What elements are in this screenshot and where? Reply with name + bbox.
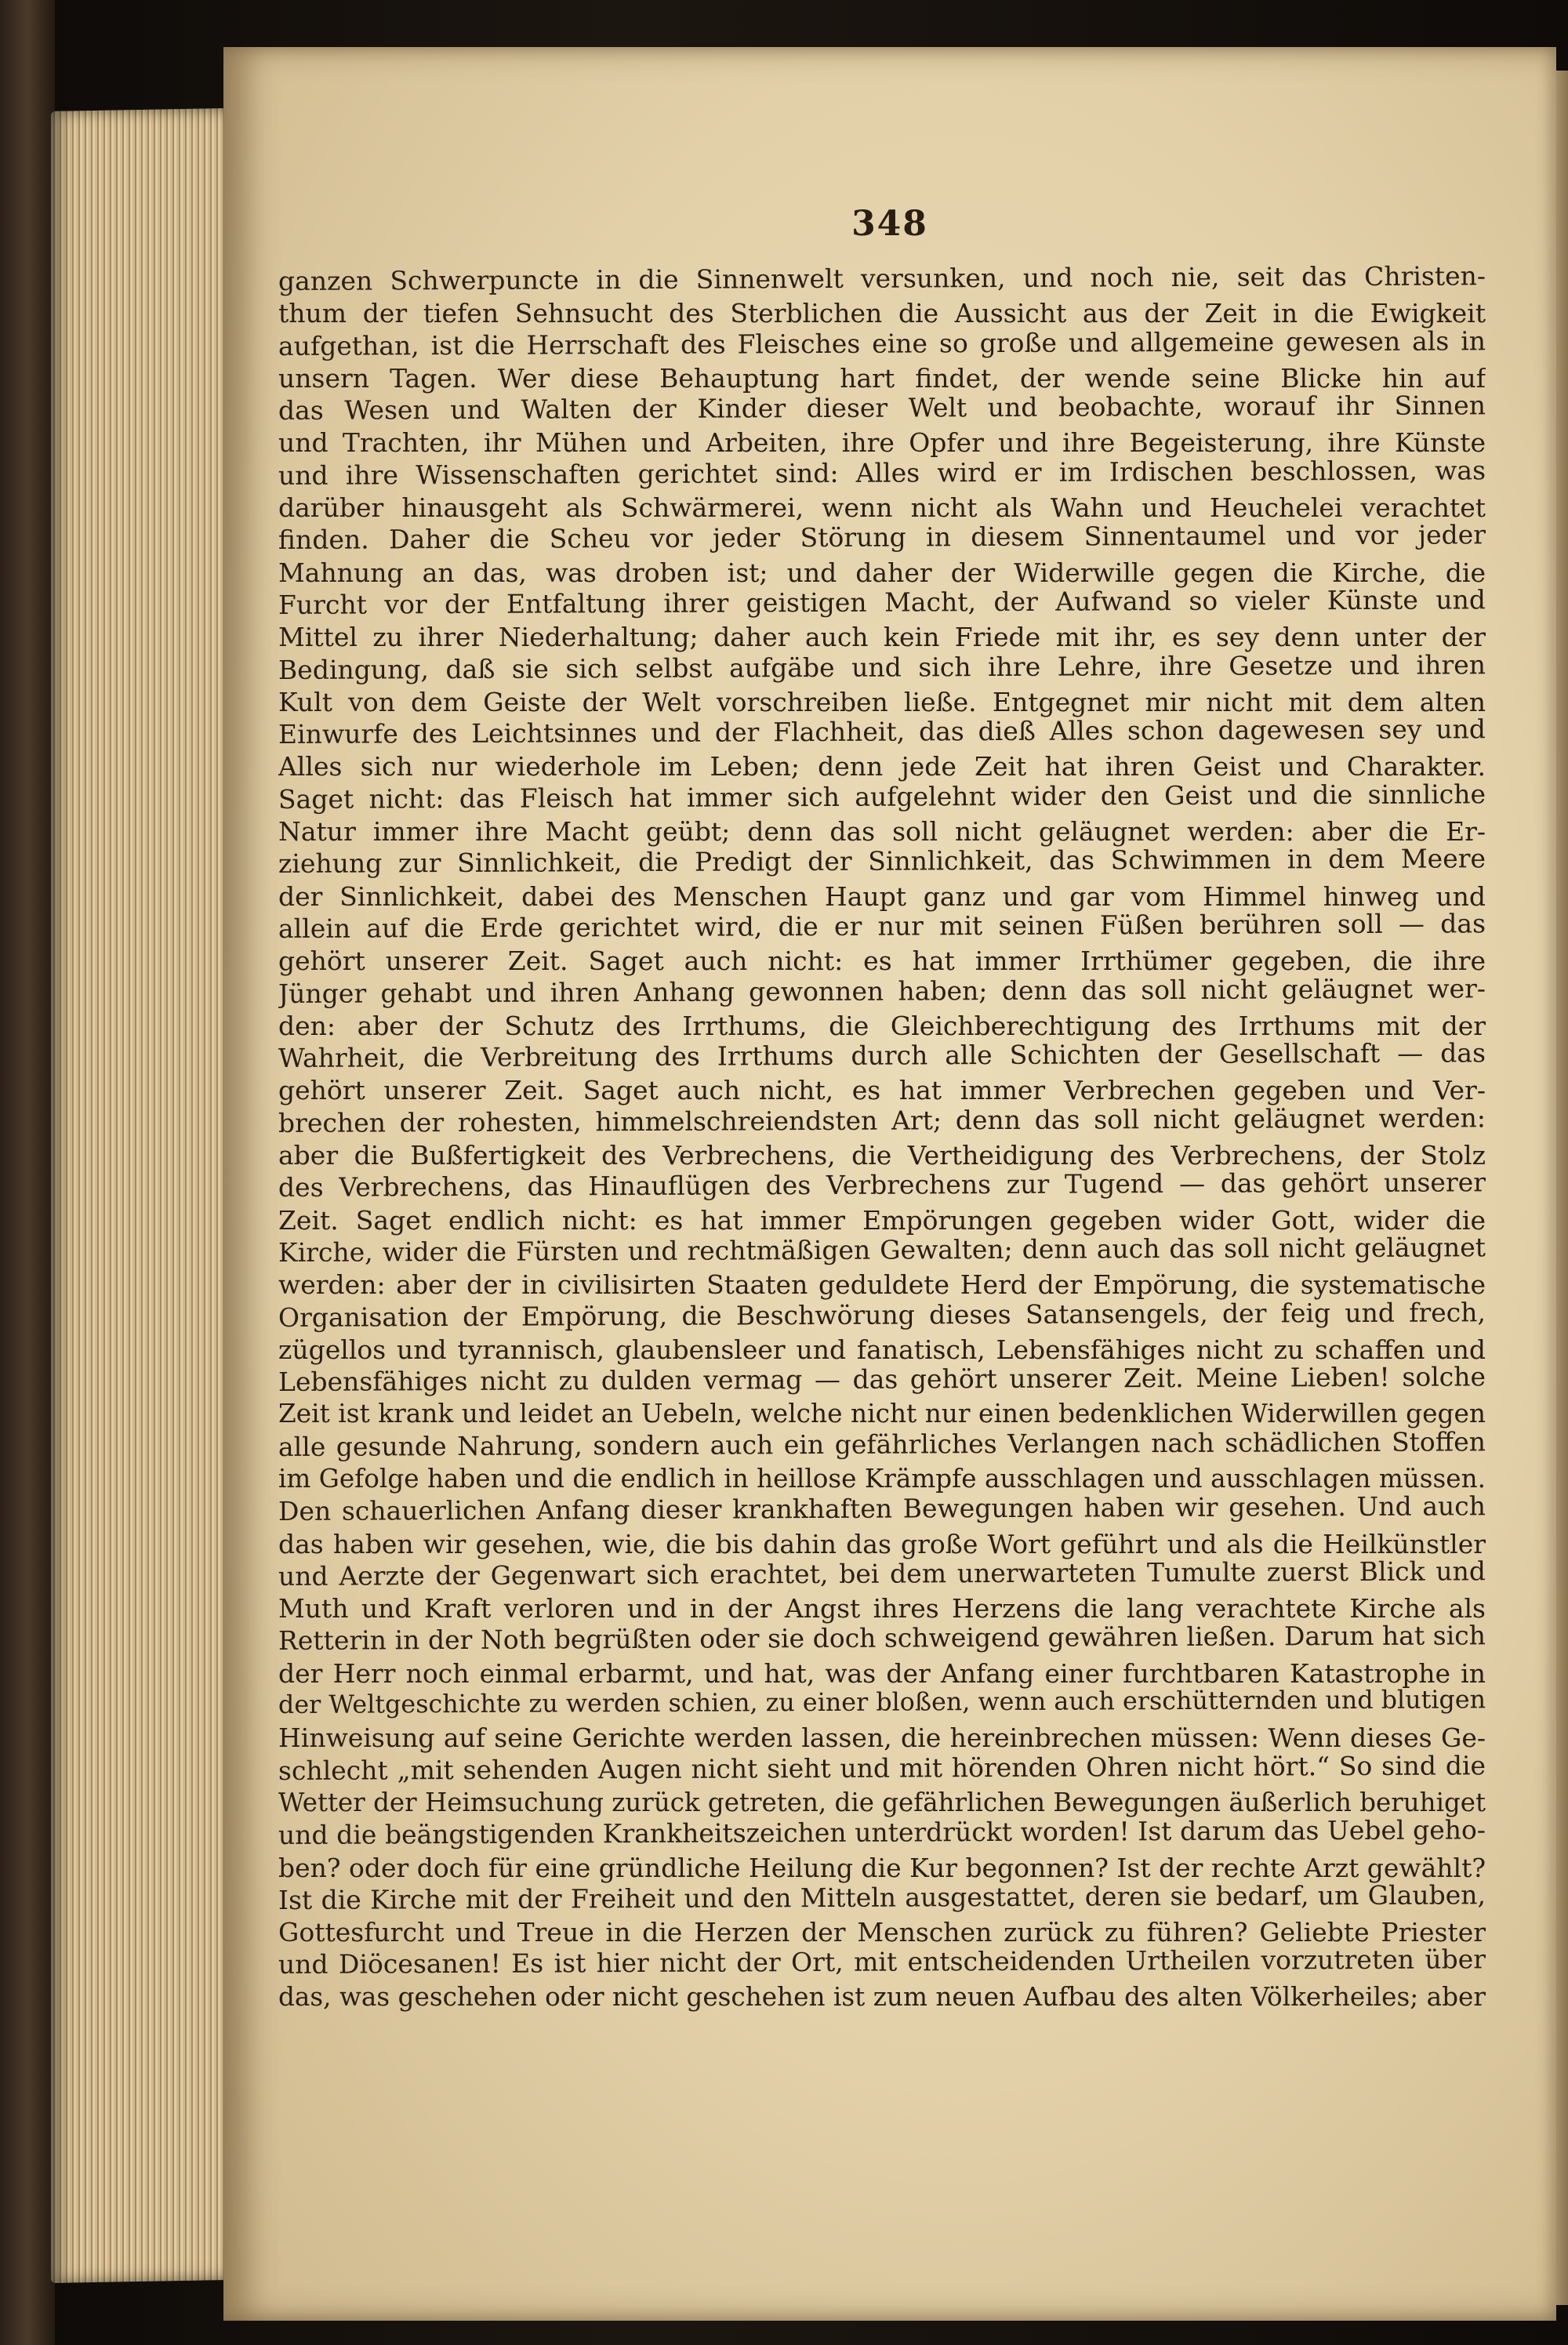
text-line: Wetter der Heimsuchung zurück getreten, die gefährlichen Bewegungen äußerlich beruhiget [278, 1787, 1486, 1817]
text-line: ziehung zur Sinnlichkeit, die Predigt der Sinnlichkeit, das Schwimmen in dem Meere [278, 843, 1486, 880]
text-line: Kirche, wider die Fürsten und rechtmäßigen Gewalten; denn auch das soll nicht geläugnet [278, 1232, 1486, 1268]
text-line: Wahrheit, die Verbreitung des Irrthums durch alle Schichten der Gesellschaft — das [278, 1037, 1486, 1074]
text-line: das Wesen und Walten der Kinder dieser Welt und beobachte, worauf ihr Sinnen [278, 390, 1486, 427]
text-line: das haben wir gesehen, wie, die bis dahin das große Wort geführt und als die Heilkünstler [278, 1528, 1486, 1559]
text-line: Natur immer ihre Macht geübt; denn das soll nicht geläugnet werden: aber die Er- [278, 816, 1486, 848]
text-line: und die beängstigenden Krankheitszeichen unterdrückt worden! Ist darum das Uebel geho- [278, 1814, 1486, 1851]
book-spine [0, 0, 55, 2345]
text-line: und Trachten, ihr Mühen und Arbeiten, ihre Opfer und ihre Begeisterung, ihre Künste [278, 427, 1486, 459]
text-line: aber die Bußfertigkeit des Verbrechens, die Vertheidigung des Verbrechens, der Stolz [278, 1140, 1486, 1171]
text-line: der Weltgeschichte zu werden schien, zu einer bloßen, wenn auch erschütternden und blutigen [278, 1686, 1486, 1720]
text-line: allein auf die Erde gerichtet wird, die er nur mit seinen Füßen berühren soll — das [278, 908, 1486, 944]
text-line: gehört unserer Zeit. Saget auch nicht, es hat immer Verbrechen gegeben und Ver- [278, 1075, 1486, 1106]
text-line: gehört unserer Zeit. Saget auch nicht: es hat immer Irrthümer gegeben, die ihre [278, 946, 1486, 977]
text-line: werden: aber der in civilisirten Staaten geduldete Herd der Empörung, die systematische [278, 1269, 1486, 1301]
text-line: darüber hinausgeht als Schwärmerei, wenn nicht als Wahn und Heuchelei verachtet [278, 492, 1486, 524]
text-line: Den schauerlichen Anfang dieser krankhaften Bewegungen haben wir gesehen. Und auch [278, 1490, 1486, 1527]
text-line: Kult von dem Geiste der Welt vorschreiben ließe. Entgegnet mir nicht mit dem alten [278, 686, 1486, 717]
text-line: Muth und Kraft verloren und in der Angst ihres Herzens die lang verachtete Kirche als [278, 1593, 1486, 1624]
text-line: thum der tiefen Sehnsucht des Sterblichen die Aussicht aus der Zeit in die Ewigkeit [278, 298, 1486, 329]
text-line: Jünger gehabt und ihren Anhang gewonnen haben; denn das soll nicht geläugnet wer- [278, 972, 1486, 1009]
text-line: Bedingung, daß sie sich selbst aufgäbe und sich ihre Lehre, ihre Gesetze und ihren [278, 648, 1486, 685]
text-line: Einwurfe des Leichtsinnes und der Flachheit, das dieß Alles schon dagewesen sey und [278, 713, 1486, 750]
text-line: das, was geschehen oder nicht geschehen ist zum neuen Aufbau des alten Völkerheiles; aber [278, 1981, 1486, 2012]
text-line: zügellos und tyrannisch, glaubensleer und fanatisch, Lebensfähiges nicht zu schaffen und [278, 1334, 1486, 1365]
text-line: Mittel zu ihrer Niederhaltung; daher auch kein Friede mit ihr, es sey denn unter der [278, 622, 1486, 653]
text-line: den: aber der Schutz des Irrthums, die Gleichberechtigung des Irrthums mit der [278, 1010, 1486, 1041]
text-line: Alles sich nur wiederhole im Leben; denn jede Zeit hat ihren Geist und Charakter. [278, 751, 1486, 782]
text-line: Zeit ist krank und leidet an Uebeln, welche nicht nur einen bedenklichen Widerwillen gegen [278, 1399, 1486, 1429]
text-line: Retterin in der Noth begrüßten oder sie doch schweigend gewähren ließen. Darum hat sich [278, 1620, 1486, 1657]
page-number: 348 [851, 204, 928, 244]
text-line: aufgethan, ist die Herrschaft des Fleisches eine so große und allgemeine gewesen als in [278, 325, 1486, 361]
text-line: alle gesunde Nahrung, sondern auch ein gefährliches Verlangen nach schädlichen Stoffen [278, 1425, 1486, 1462]
text-line: brechen der rohesten, himmelschreiendsten Art; denn das soll nicht geläugnet werden: [278, 1102, 1486, 1138]
page-edges [51, 108, 227, 2283]
text-line: der Sinnlichkeit, dabei des Menschen Haupt ganz und gar vom Himmel hinweg und [278, 880, 1486, 912]
text-line: und ihre Wissenschaften gerichtet sind: Alles wird er im Irdischen beschlossen, was [278, 455, 1486, 491]
text-line: Organisation der Empörung, die Beschwörung dieses Satansengels, der feig und frech, [278, 1296, 1486, 1333]
text-line: ganzen Schwerpuncte in die Sinnenwelt versunken, und noch nie, seit das Christen- [278, 260, 1486, 296]
text-line: des Verbrechens, das Hinauflügen des Verbrechens zur Tugend — das gehört unserer [278, 1167, 1486, 1203]
text-line: der Herr noch einmal erbarmt, und hat, was der Anfang einer furchtbaren Katastrophe in [278, 1657, 1486, 1689]
text-line: ben? oder doch für eine gründliche Heilung die Kur begonnen? Ist der rechte Arzt gewählt? [278, 1852, 1486, 1883]
book-page [223, 47, 1556, 2321]
text-line: Hinweisung auf seine Gerichte werden lassen, die hereinbrechen müssen: Wenn dieses Ge- [278, 1722, 1486, 1754]
text-line: Zeit. Saget endlich nicht: es hat immer Empörungen gegeben wider Gott, wider die [278, 1204, 1486, 1236]
text-line: im Gefolge haben und die endlich in heillose Krämpfe ausschlagen und ausschlagen müssen. [278, 1463, 1486, 1494]
text-line: finden. Daher die Scheu vor jeder Störung in diesem Sinnentaumel und vor jeder [278, 519, 1486, 556]
text-line: schlecht „mit sehenden Augen nicht sieht und mit hörenden Ohren nicht hört.“ So sind die [278, 1749, 1486, 1786]
text-line: und Aerzte der Gegenwart sich erachtet, bei dem unerwarteten Tumulte zuerst Blick und [278, 1555, 1486, 1592]
text-line: Mahnung an das, was droben ist; und daher der Widerwille gegen die Kirche, die [278, 557, 1486, 588]
text-line: Gottesfurcht und Treue in die Herzen der Menschen zurück zu führen? Geliebte Priester [278, 1917, 1486, 1948]
text-line: Ist die Kirche mit der Freiheit und den Mitteln ausgestattet, deren sie bedarf, um Glauben, [278, 1879, 1486, 1915]
text-line: Lebensfähiges nicht zu dulden vermag — das gehört unserer Zeit. Meine Lieben! solche [278, 1361, 1486, 1398]
text-line: unsern Tagen. Wer diese Behauptung hart findet, der wende seine Blicke hin auf [278, 362, 1486, 394]
text-line: Saget nicht: das Fleisch hat immer sich aufgelehnt wider den Geist und die sinnliche [278, 779, 1486, 815]
text-line: Furcht vor der Entfaltung ihrer geistigen Macht, der Aufwand so vieler Künste und [278, 584, 1486, 620]
body-text [278, 260, 1486, 2013]
text-line: und Diöcesanen! Es ist hier nicht der Ort, mit entscheidenden Urtheilen vorzutreten über [278, 1944, 1486, 1980]
